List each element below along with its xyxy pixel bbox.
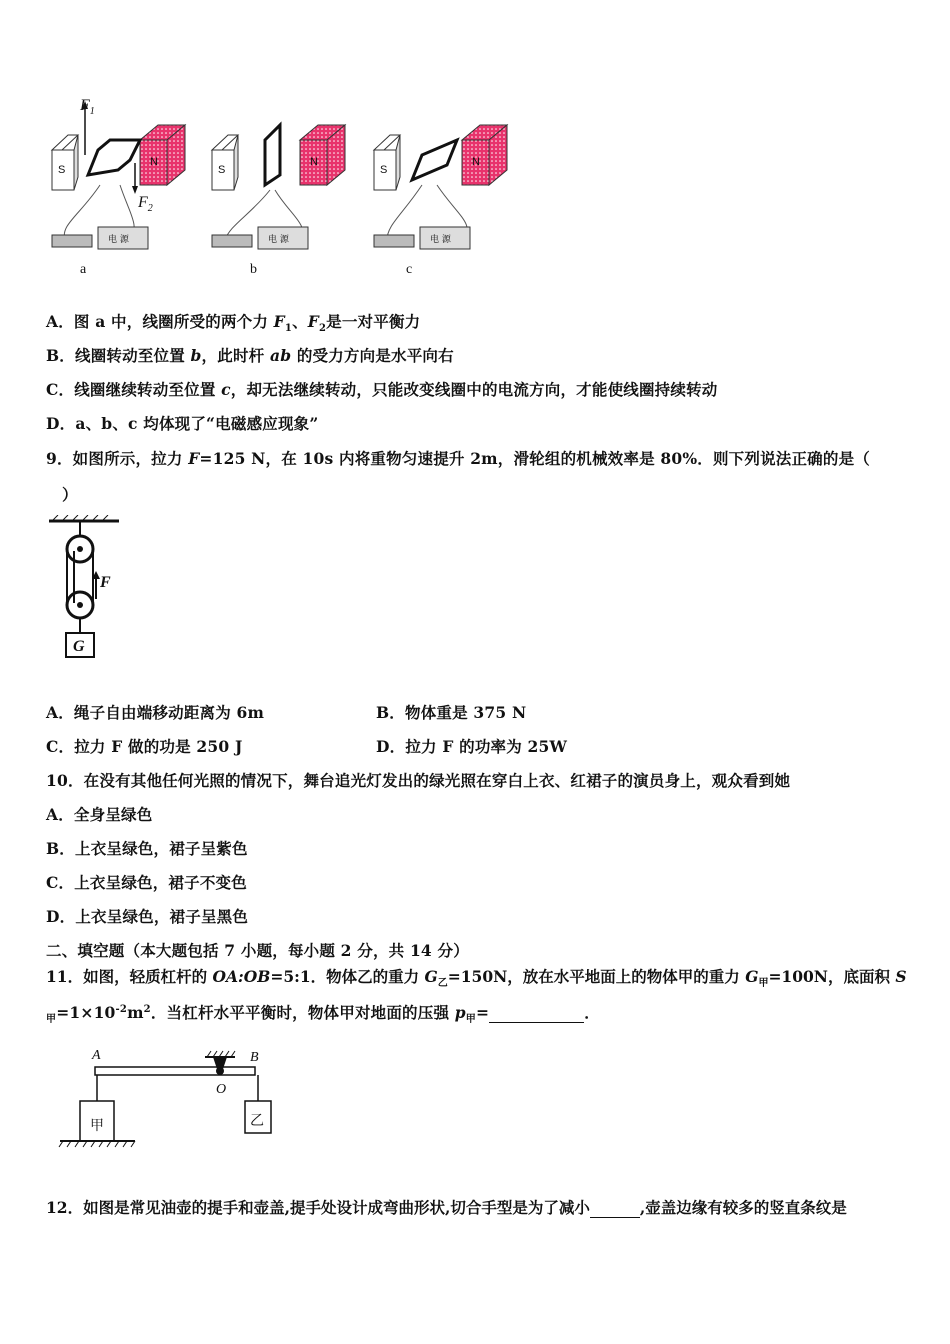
q12-answer-blank[interactable] bbox=[590, 1198, 640, 1218]
q8-option-d[interactable]: D．a、b、c 均体现了“电磁感应现象” bbox=[46, 414, 319, 433]
motor-caption-a: a bbox=[80, 262, 87, 277]
q10-option-a[interactable]: A．全身呈绿色 bbox=[46, 805, 153, 824]
q10-option-c[interactable]: C．上衣呈绿色，裙子不变色 bbox=[46, 873, 247, 892]
lever-label-yi: 乙 bbox=[250, 1113, 264, 1129]
motor-c-pole-n: N bbox=[472, 156, 480, 168]
motor-panel-a bbox=[52, 101, 185, 249]
pulley-figure-svg bbox=[44, 515, 134, 665]
q8-option-a[interactable]: A．图 a 中，线圈所受的两个力 $F_1$、$F_2$是一对平衡力 bbox=[46, 312, 421, 335]
motor-panel-b bbox=[212, 125, 345, 249]
motor-a-pole-n: N bbox=[150, 156, 158, 168]
q8-option-c[interactable]: C．线圈继续转动至位置 c，却无法继续转动，只能改变线圈中的电流方向，才能使线圈持续转动 bbox=[46, 380, 718, 399]
motor-caption-c: c bbox=[406, 262, 413, 277]
q11-stem-line2: $_甲=1\times 10^{-2}m^2$．当杠杆水平平衡时，物体甲对地面的压强 $p_甲=$ ． bbox=[46, 1003, 600, 1026]
motor-label-f2: $F_2$ bbox=[138, 194, 153, 214]
q9-stem: 9．如图所示，拉力 F=125 N，在 10s 内将重物匀速提升 2m，滑轮组的机械效率是 80%．则下列说法正确的是（ bbox=[46, 449, 870, 468]
motor-figure bbox=[40, 95, 520, 285]
pulley-figure bbox=[44, 515, 134, 665]
motor-b-pole-n: N bbox=[310, 156, 318, 168]
q9-option-d[interactable]: D．拉力 F 的功率为 25W bbox=[376, 737, 568, 756]
section-title: 二、填空题（本大题包括 7 小题，每小题 2 分，共 14 分） bbox=[46, 941, 469, 960]
q8-option-b[interactable]: B．线圈转动至位置 b，此时杆 ab 的受力方向是水平向右 bbox=[46, 346, 454, 365]
lever-label-a: A bbox=[92, 1048, 101, 1063]
motor-a-battery: 电 源 bbox=[108, 235, 129, 245]
q10-option-b[interactable]: B．上衣呈绿色，裙子呈紫色 bbox=[46, 839, 248, 858]
q9-option-b[interactable]: B．物体重是 375 N bbox=[376, 703, 527, 722]
motor-panel-c bbox=[374, 125, 507, 249]
motor-figure-svg bbox=[40, 95, 520, 285]
motor-a-pole-s: S bbox=[58, 164, 66, 176]
q10-stem: 10．在没有其他任何光照的情况下，舞台追光灯发出的绿光照在穿白上衣、红裙子的演员身上，观众看到她 bbox=[46, 771, 791, 790]
q11-answer-blank[interactable] bbox=[489, 1003, 584, 1023]
motor-caption-b: b bbox=[250, 262, 257, 277]
lever-label-jia: 甲 bbox=[90, 1118, 104, 1134]
motor-label-f1: $F_1$ bbox=[80, 97, 95, 117]
pulley-label-f: F bbox=[100, 574, 111, 591]
q9-option-c[interactable]: C．拉力 F 做的功是 250 J bbox=[46, 737, 243, 756]
q11-stem-line1: 11．如图，轻质杠杆的 OA:OB=5:1．物体乙的重力 $G_乙=150N$，放在水平地面上的物体甲的重力 $G_甲=100N$，底面积 S bbox=[46, 967, 907, 990]
lever-label-b: B bbox=[250, 1050, 259, 1065]
motor-b-pole-s: S bbox=[218, 164, 226, 176]
q9-option-a[interactable]: A．绳子自由端移动距离为 6m bbox=[46, 703, 265, 722]
motor-b-battery: 电 源 bbox=[268, 235, 289, 245]
lever-label-o: O bbox=[216, 1082, 227, 1097]
motor-c-pole-s: S bbox=[380, 164, 388, 176]
motor-c-battery: 电 源 bbox=[430, 235, 451, 245]
q9-stem-close: ） bbox=[62, 485, 78, 504]
q10-option-d[interactable]: D．上衣呈绿色，裙子呈黑色 bbox=[46, 907, 249, 926]
q12-stem: 12．如图是常见油壶的提手和壶盖,提手处设计成弯曲形状,切合手型是为了减小 ,壶盖边缘有较多的竖直条纹是 bbox=[46, 1198, 847, 1217]
pulley-label-g: G bbox=[73, 638, 85, 655]
